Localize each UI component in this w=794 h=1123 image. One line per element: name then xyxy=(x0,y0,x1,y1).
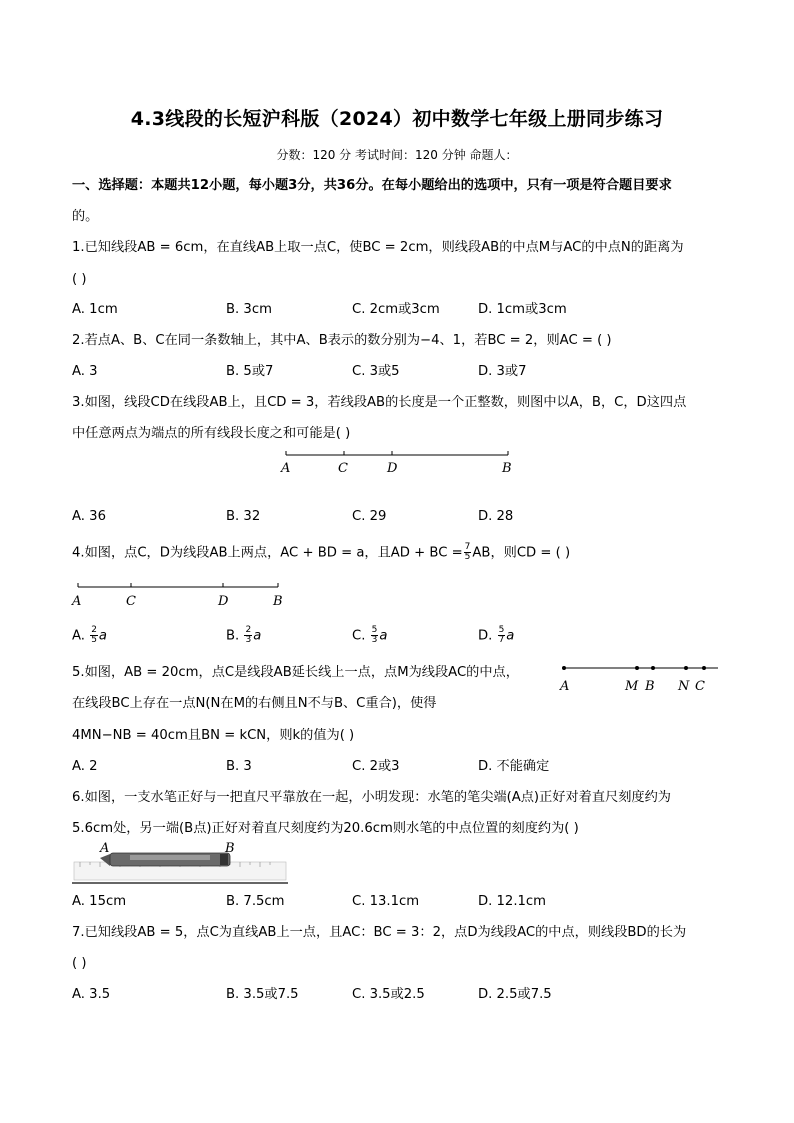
q4-option-b: B. $\frac{2}{3}$ a xyxy=(226,625,262,645)
q6-option-c: C. 13.1cm xyxy=(352,894,420,909)
q3-option-a: A. 36 xyxy=(72,509,106,524)
q4-segment-diagram xyxy=(68,579,294,613)
q5-option-d: D. 不能确定 xyxy=(478,759,550,774)
exam-info: 分数：120 分 考试时间：120 分钟 命题人： xyxy=(276,148,518,162)
q3-label-d: D xyxy=(387,461,398,476)
q1-option-b: B. 3cm xyxy=(226,302,272,317)
q4-label-a: A xyxy=(72,594,82,609)
q5-label-m: M xyxy=(625,679,639,694)
q1-option-a: A. 1cm xyxy=(72,302,118,317)
q5-point-m xyxy=(635,666,639,670)
q3-option-b: B. 32 xyxy=(226,509,261,524)
question-3-text-cont: 中任意两点为端点的所有线段长度之和可能是( ) xyxy=(72,426,351,441)
q4-text-a: 4.如图，点C，D为线段AB上两点，AC + BD = a，且AD + BC = xyxy=(72,545,463,561)
q6-option-a: A. 15cm xyxy=(72,894,127,909)
question-4-text xyxy=(72,543,570,564)
q5-point-c xyxy=(702,666,706,670)
q3-option-c: C. 29 xyxy=(352,509,387,524)
q6-option-d: D. 12.1cm xyxy=(478,894,546,909)
section-heading: 一、选择题：本题共12小题，每小题3分，共36分。在每小题给出的选项中，只有一项是符合题目要求 xyxy=(72,178,672,193)
question-3-text: 3.如图，线段CD在线段AB上，且CD = 3，若线段AB的长度是一个正整数，则图中以A，B，C，D这四点 xyxy=(72,395,687,410)
q5-option-a: A. 2 xyxy=(72,759,98,774)
question-2-text: 2.若点A、B、C在同一条数轴上，其中A、B表示的数分别为−4、1，若BC = 2，则AC = ( ) xyxy=(72,333,612,348)
pen-highlight xyxy=(130,855,210,860)
question-5-text-cont: 在线段BC上存在一点N(N在M的右侧且N不与B、C重合)，使得 xyxy=(72,696,437,711)
q4-label-c: C xyxy=(126,594,136,609)
q4-fraction: $\frac{7}{5}$ xyxy=(464,542,471,562)
q4-option-c: C. $\frac{5}{3}$ a xyxy=(352,625,388,645)
question-5-text-cont2: 4MN−NB = 40cm且BN = kCN，则k的值为( ) xyxy=(72,728,355,743)
q4-option-a: A. $\frac{2}{5}$ a xyxy=(72,625,108,645)
q5-point-n xyxy=(684,666,688,670)
q5-point-a xyxy=(562,666,566,670)
section-heading-cont: 的。 xyxy=(72,209,99,224)
q5-point-b xyxy=(651,666,655,670)
question-1-text: 1.已知线段AB = 6cm，在直线AB上取一点C，使BC = 2cm，则线段AB的中点M与AC的中点N的距离为 xyxy=(72,240,684,255)
q1-option-c: C. 2cm或3cm xyxy=(352,302,440,317)
q6-option-b: B. 7.5cm xyxy=(226,894,285,909)
q2-option-b: B. 5或7 xyxy=(226,364,274,379)
question-5-text: 5.如图，AB = 20cm，点C是线段AB延长线上一点，点M为线段AC的中点， xyxy=(72,665,519,680)
q4-option-d: D. $\frac{5}{7}$ a xyxy=(478,625,515,645)
q6-pen-ruler-figure xyxy=(70,842,292,888)
q3-segment-diagram xyxy=(276,447,520,481)
q2-option-c: C. 3或5 xyxy=(352,364,400,379)
q5-label-a: A xyxy=(560,679,570,694)
q6-label-a: A xyxy=(100,842,110,856)
question-1-paren: ( ) xyxy=(72,272,87,287)
q6-label-b: B xyxy=(225,842,235,856)
q3-label-a: A xyxy=(281,461,291,476)
q4-label-d: D xyxy=(218,594,229,609)
q5-option-b: B. 3 xyxy=(226,759,252,774)
q7-option-b: B. 3.5或7.5 xyxy=(226,987,299,1002)
q7-option-a: A. 3.5 xyxy=(72,987,111,1002)
question-6-text: 6.如图，一支水笔正好与一把直尺平靠放在一起，小明发现：水笔的笔尖端(A点)正好对着直尺刻度约为 xyxy=(72,790,671,805)
q1-option-d: D. 1cm或3cm xyxy=(478,302,567,317)
q4-text-b: AB，则CD = ( ) xyxy=(472,545,571,561)
q2-option-d: D. 3或7 xyxy=(478,364,527,379)
question-7-text: 7.已知线段AB = 5，点C为直线AB上一点，且AC：BC = 3：2，点D为线段AC的中点，则线段BD的长为 xyxy=(72,925,687,940)
q3-label-b: B xyxy=(502,461,512,476)
page-title: 4.3线段的长短沪科版（2024）初中数学七年级上册同步练习 xyxy=(130,108,664,130)
question-6-text-cont: 5.6cm处，另一端(B点)正好对着直尺刻度约为20.6cm则水笔的中点位置的刻度约为( ) xyxy=(72,821,579,836)
q5-label-c: C xyxy=(695,679,705,694)
q2-option-a: A. 3 xyxy=(72,364,98,379)
q4-label-b: B xyxy=(273,594,283,609)
q5-segment-diagram xyxy=(556,660,724,694)
q5-label-b: B xyxy=(645,679,655,694)
q7-option-c: C. 3.5或2.5 xyxy=(352,987,425,1002)
q3-label-c: C xyxy=(338,461,348,476)
q7-option-d: D. 2.5或7.5 xyxy=(478,987,552,1002)
question-7-paren: ( ) xyxy=(72,956,87,971)
q5-option-c: C. 2或3 xyxy=(352,759,400,774)
q3-option-d: D. 28 xyxy=(478,509,514,524)
q5-label-n: N xyxy=(678,679,690,694)
